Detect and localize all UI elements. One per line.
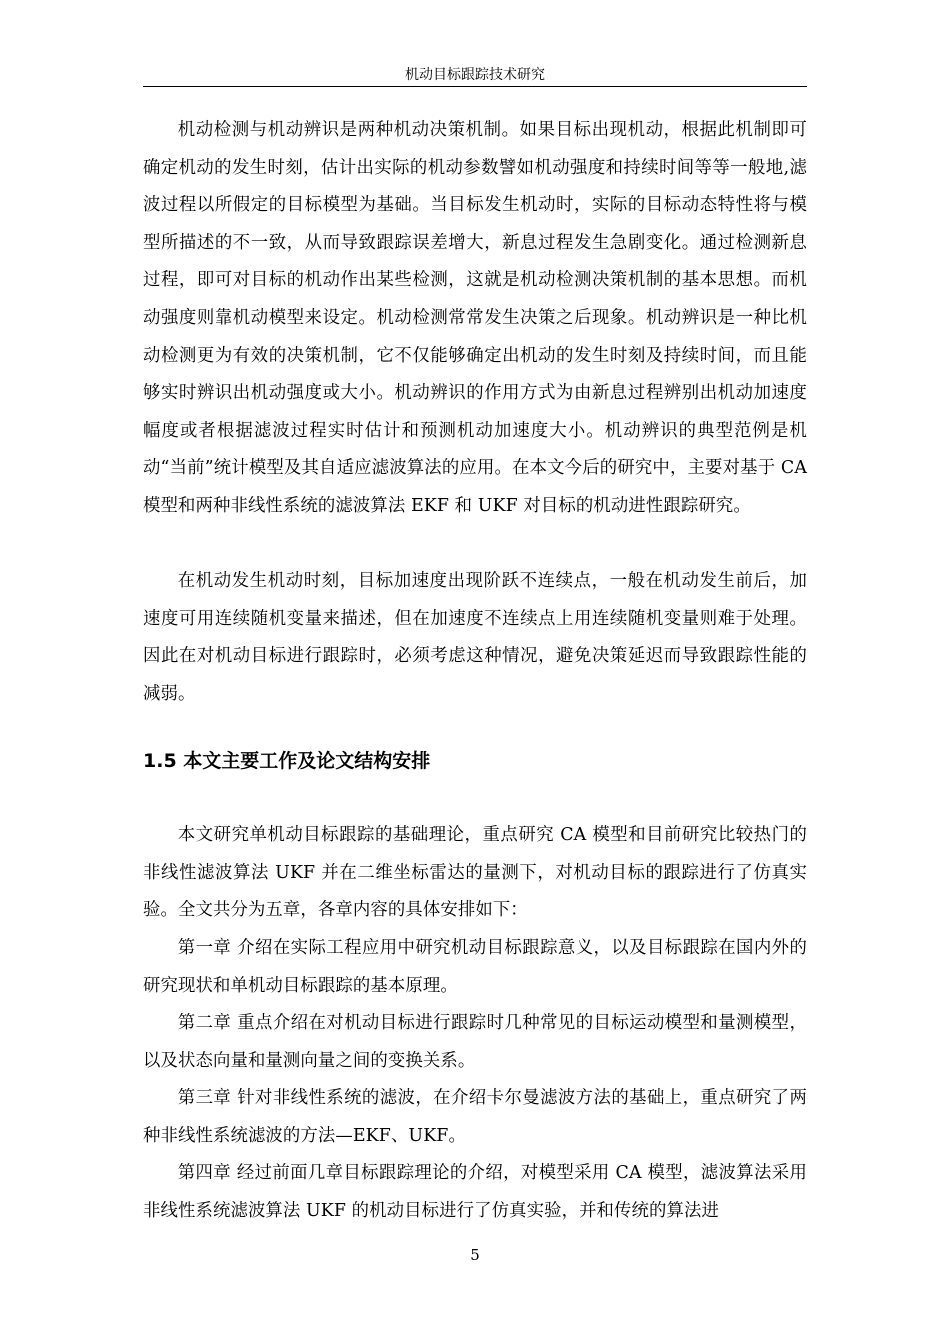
section-heading: 1.5 本文主要工作及论文结构安排 — [143, 750, 431, 772]
chapter-paragraph: 第二章 重点介绍在对机动目标进行跟踪时几种常见的目标运动模型和量测模型，以及状态向量和量测向量之间的变换关系。 — [143, 1013, 807, 1071]
body-paragraph: 在机动发生机动时刻，目标加速度出现阶跃不连续点，一般在机动发生前后，加速度可用连续随机变量来描述，但在加速度不连续点上用连续随机变量则难于处理。因此在对机动目标进行跟踪时，必须考虑这种情况，避免决策延迟而导致跟踪性能的减弱。 — [143, 571, 807, 704]
chapter-paragraph: 第三章 针对非线性系统的滤波，在介绍卡尔曼滤波方法的基础上，重点研究了两种非线性系统滤波的方法—EKF、UKF。 — [143, 1088, 807, 1146]
body-paragraph: 本文研究单机动目标跟踪的基础理论，重点研究 CA 模型和目前研究比较热门的非线性滤波算法 UKF 并在二维坐标雷达的量测下，对机动目标的跟踪进行了仿真实验。全文共分为五章，各章内容的具体安排如下： — [143, 825, 807, 921]
header-rule — [143, 86, 807, 87]
chapter-paragraph: 第一章 介绍在实际工程应用中研究机动目标跟踪意义，以及目标跟踪在国内外的研究现状和单机动目标跟踪的基本原理。 — [143, 938, 807, 996]
page-number: 5 — [470, 1246, 480, 1264]
body-paragraph: 机动检测与机动辨识是两种机动决策机制。如果目标出现机动，根据此机制即可确定机动的发生时刻，估计出实际的机动参数譬如机动强度和持续时间等等一般地,滤波过程以所假定的目标模型为基础。当目标发生机动时，实际的目标动态特性将与模型所描述的不一致，从而导致跟踪误差增大，新息过程发生急剧变化。通过检测新息过程，即可对目标的机动作出某些检测，这就是机动检测决策机制的基本思想。而机动强度则靠机动模型来设定。机动检测常常发生决策之后现象。机动辨识是一种比机动检测更为有效的决策机制，它不仅能够确定出机动的发生时刻及持续时间，而且能够实时辨识出机动强度或大小。机动辨识的作用方式为由新息过程辨别出机动加速度幅度或者根据滤波过程实时估计和预测机动加速度大小。机动辨识的典型范例是机动“当前”统计模型及其自适应滤波算法的应用。在本文今后的研究中，主要对基于 CA 模型和两种非线性系统的滤波算法 EKF 和 UKF 对目标的机动进性跟踪研究。 — [143, 120, 807, 516]
running-header: 机动目标跟踪技术研究 — [405, 67, 545, 83]
chapter-paragraph: 第四章 经过前面几章目标跟踪理论的介绍，对模型采用 CA 模型，滤波算法采用非线性系统滤波算法 UKF 的机动目标进行了仿真实验，并和传统的算法进 — [143, 1163, 807, 1221]
